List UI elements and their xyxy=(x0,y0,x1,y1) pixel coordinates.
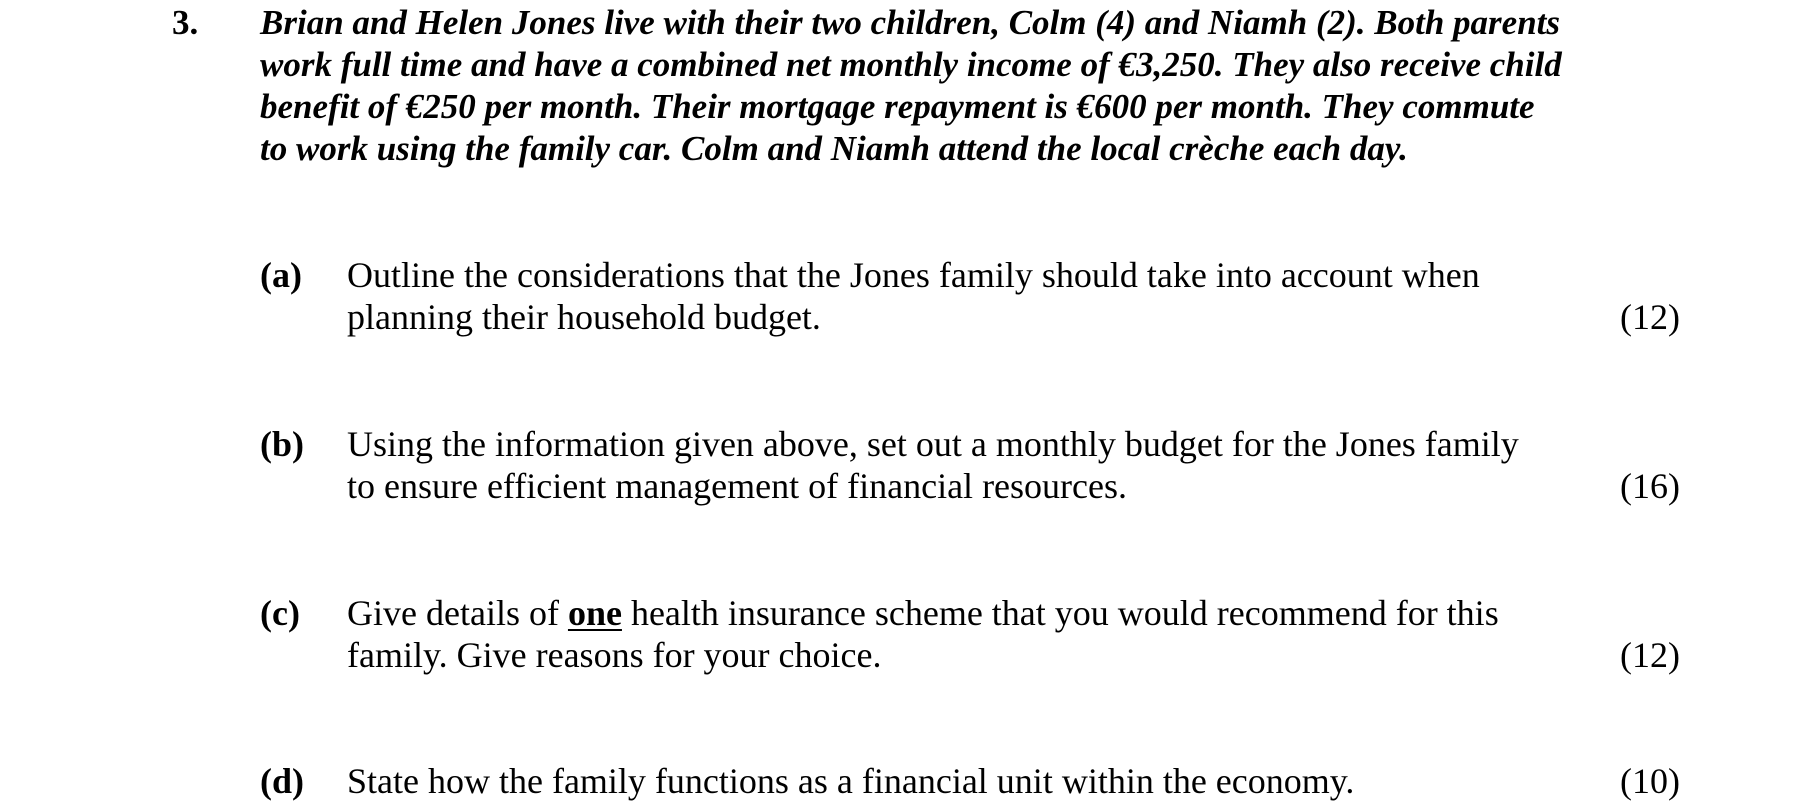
stem-line: benefit of €250 per month. Their mortgage repayment is €600 per month. They commute xyxy=(260,87,1535,126)
part-b-text xyxy=(347,423,1577,507)
part-b-marks: (16) xyxy=(1620,466,1680,506)
part-c-line xyxy=(347,592,1577,634)
part-c-line1-before: Give details of xyxy=(347,593,568,633)
part-c-text xyxy=(347,592,1577,676)
question-stem xyxy=(260,2,1670,170)
part-a-label: (a) xyxy=(260,255,302,295)
question-number: 3. xyxy=(172,3,199,42)
part-a-marks: (12) xyxy=(1620,297,1680,337)
part-c-line1-after: health insurance scheme that you would recommend for this xyxy=(621,593,1499,633)
part-d-label: (d) xyxy=(260,761,304,801)
part-b-line: Using the information given above, set out a monthly budget for the Jones family xyxy=(347,424,1519,464)
part-a-line: Outline the considerations that the Jones family should take into account when xyxy=(347,255,1480,295)
part-c-line: family. Give reasons for your choice. xyxy=(347,635,882,675)
stem-line: work full time and have a combined net monthly income of €3,250. They also receive child xyxy=(260,45,1562,84)
part-a-line: planning their household budget. xyxy=(347,297,821,337)
part-c-label: (c) xyxy=(260,593,300,633)
part-c-marks: (12) xyxy=(1620,635,1680,675)
part-c-emphasis: one xyxy=(567,593,622,633)
part-b-line: to ensure efficient management of financial resources. xyxy=(347,466,1127,506)
part-d-text xyxy=(347,760,1577,802)
part-d-line: State how the family functions as a financial unit within the economy. xyxy=(347,761,1355,801)
stem-line: to work using the family car. Colm and Niamh attend the local crèche each day. xyxy=(260,129,1408,168)
stem-line: Brian and Helen Jones live with their two children, Colm (4) and Niamh (2). Both parents xyxy=(260,3,1561,42)
part-b-label: (b) xyxy=(260,424,304,464)
part-d-marks: (10) xyxy=(1620,761,1680,801)
part-a-text xyxy=(347,254,1577,338)
